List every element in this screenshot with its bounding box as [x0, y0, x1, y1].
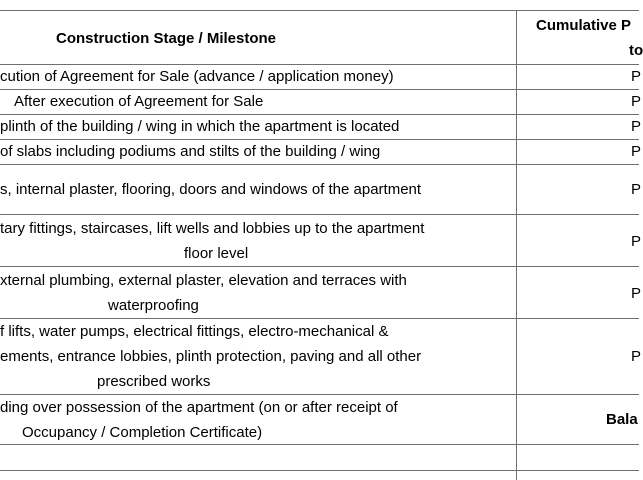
grid-line — [0, 214, 639, 215]
grid-line — [0, 470, 639, 471]
cumulative-header-line1: Cumulative P — [536, 17, 632, 34]
stage-cell: s, internal plaster, flooring, doors and windows of the apartment — [0, 181, 422, 198]
percentage-cell: P — [631, 143, 642, 160]
stage-cell-continued: floor level — [184, 245, 249, 262]
stage-cell: tary fittings, staircases, lift wells and lobbies up to the apartment — [0, 220, 425, 237]
stage-cell: After execution of Agreement for Sale — [14, 93, 264, 110]
stage-cell-continued: Occupancy / Completion Certificate) — [22, 424, 263, 441]
percentage-cell: P — [631, 285, 642, 302]
stage-cell: plinth of the building / wing in which the apartment is located — [0, 118, 400, 135]
percentage-cell: P — [631, 233, 642, 250]
cumulative-header-line2: to — [629, 42, 643, 59]
percentage-cell: P — [631, 93, 642, 110]
stage-cell-continued: waterproofing — [108, 297, 199, 314]
grid-line — [0, 10, 639, 11]
stage-cell-continued: ements, entrance lobbies, plinth protection, paving and all other — [0, 348, 422, 365]
stage-cell: xternal plumbing, external plaster, elevation and terraces with — [0, 272, 407, 289]
stage-cell: f lifts, water pumps, electrical fittings, electro-mechanical & — [0, 323, 389, 340]
grid-line — [0, 266, 639, 267]
percentage-cell: P — [631, 348, 642, 365]
percentage-cell: P — [631, 118, 642, 135]
stage-cell: ding over possession of the apartment (on or after receipt of — [0, 399, 398, 416]
percentage-cell: Bala — [606, 411, 638, 428]
percentage-cell: P — [631, 68, 642, 85]
stage-cell: cution of Agreement for Sale (advance / application money) — [0, 68, 394, 85]
grid-line — [0, 164, 639, 165]
column-divider — [516, 10, 517, 480]
percentage-cell: P — [631, 181, 642, 198]
stage-cell-continued: prescribed works — [97, 373, 211, 390]
stage-header: Construction Stage / Milestone — [55, 30, 277, 47]
stage-cell: of slabs including podiums and stilts of the building / wing — [0, 143, 381, 160]
